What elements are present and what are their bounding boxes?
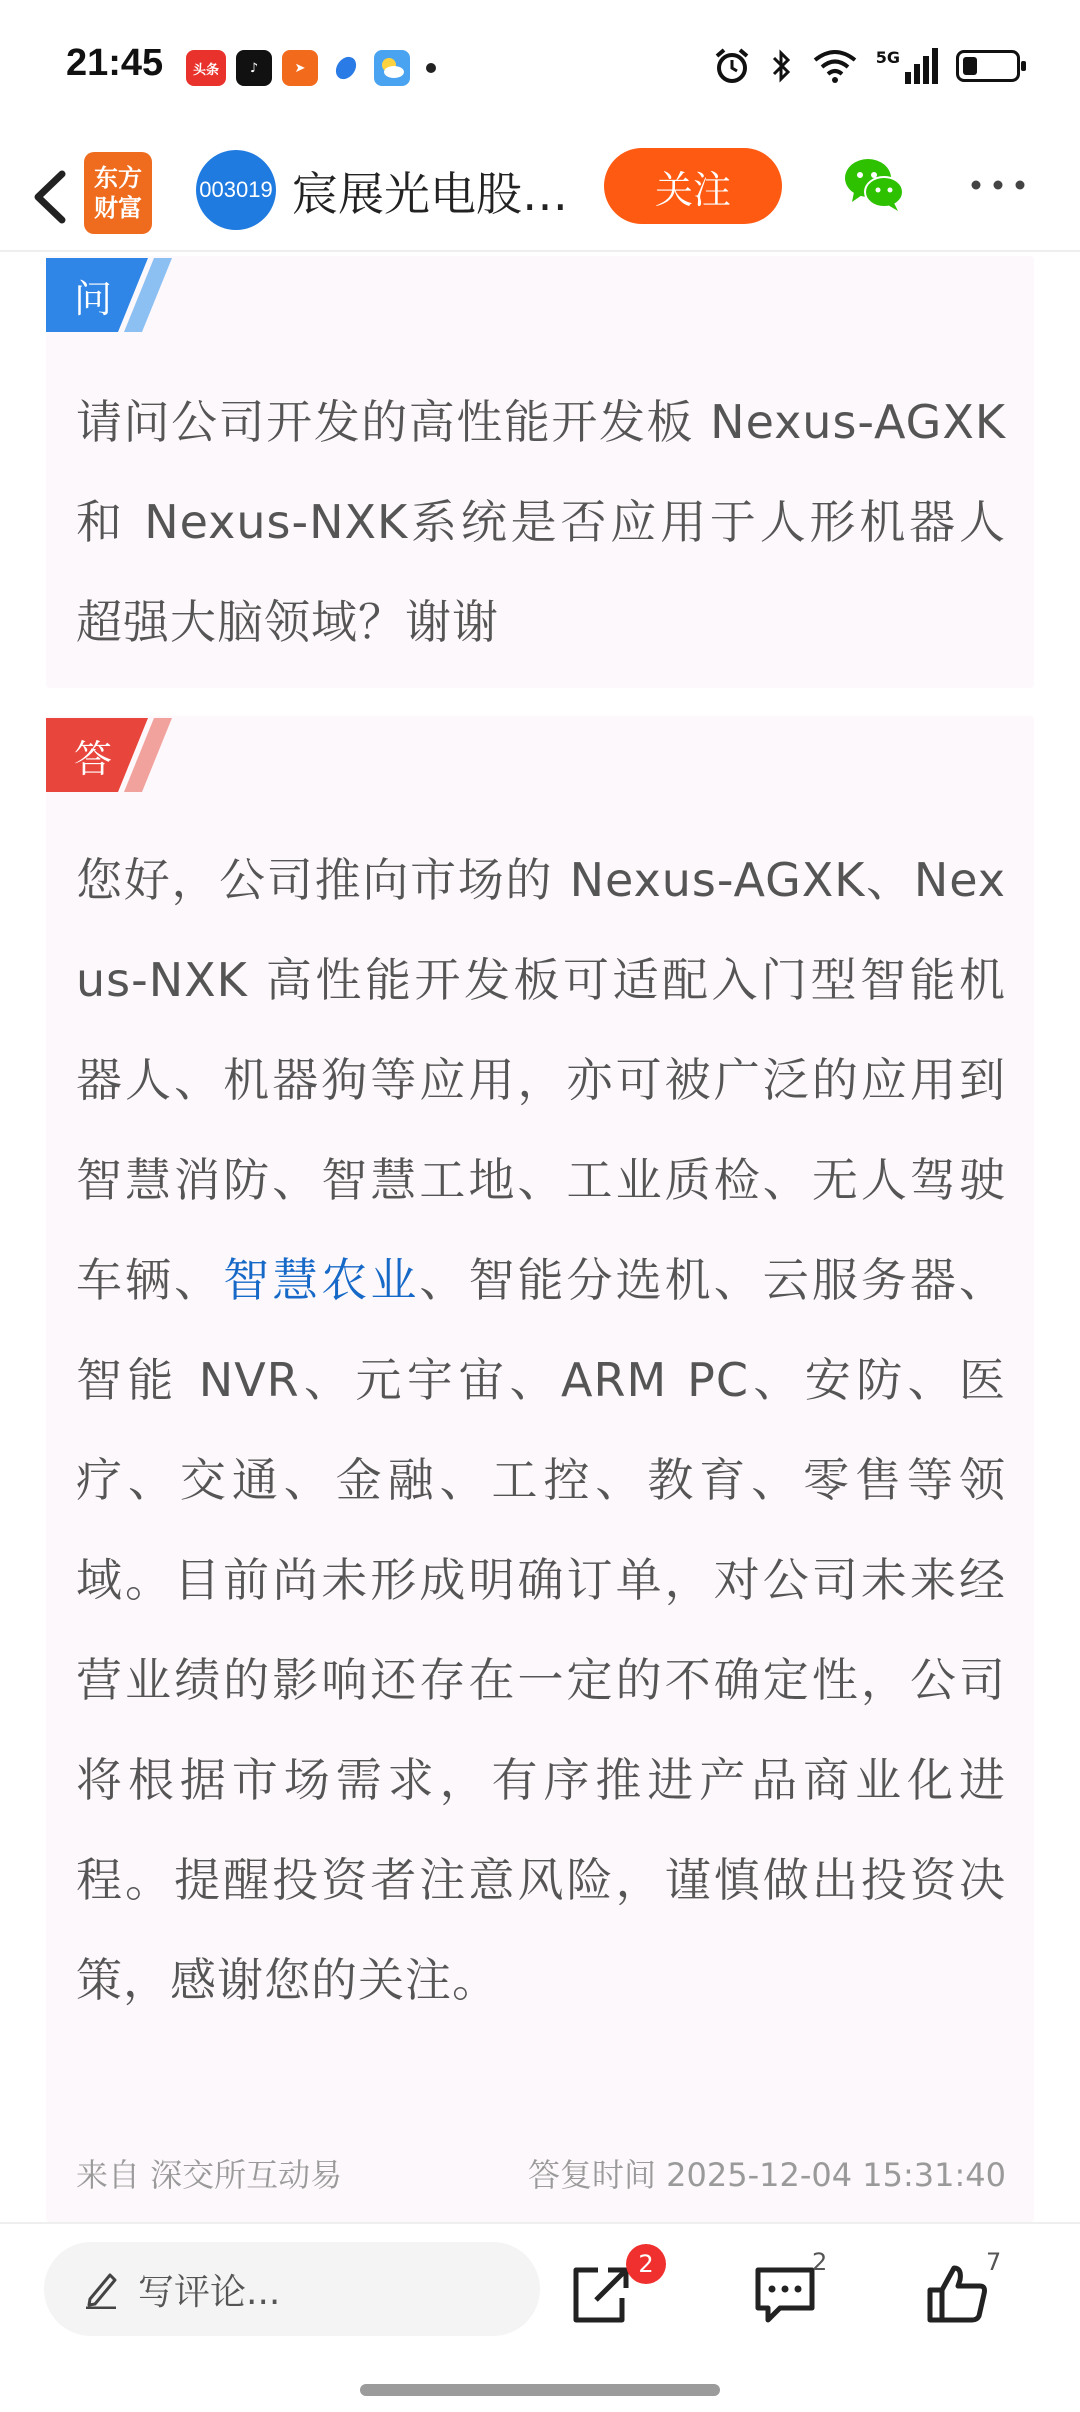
comment-count: 2 — [812, 2248, 828, 2276]
more-notifications-dot — [426, 63, 436, 73]
cellular-signal-icon — [876, 48, 938, 84]
answer-tag — [46, 718, 174, 792]
answer-text-part2: 、智能分选机、云服务器、智能 NVR、元宇宙、ARM PC、安防、医疗、交通、金融、工控、教育、零售等领域。目前尚未形成明确订单，对公司未来经营业绩的影响还存在一定的不确定性，公司将根据市场需求，有序推进产品商业化进程。提醒投资者注意风险，谨慎做出投资决策，感谢您的关注。 — [76, 1253, 1007, 2007]
more-dots-icon — [968, 170, 1028, 200]
network-type-label: 5G — [875, 48, 900, 67]
wechat-icon — [842, 154, 906, 214]
stock-avatar[interactable]: 003019 — [196, 150, 276, 230]
question-card — [46, 256, 1034, 688]
comment-input[interactable] — [44, 2242, 540, 2336]
question-tag — [46, 258, 174, 332]
share-button[interactable] — [566, 2262, 636, 2326]
blue-app-icon — [328, 50, 364, 86]
pencil-icon — [84, 2269, 118, 2309]
follow-button[interactable]: 关注 — [604, 148, 782, 224]
notification-icons — [186, 50, 436, 86]
share-icon — [566, 2262, 636, 2326]
orange-app-icon: ➤ — [282, 50, 318, 86]
question-tag-label: 问 — [74, 277, 113, 321]
weather-icon — [374, 50, 410, 86]
more-button[interactable] — [968, 170, 1028, 200]
comment-placeholder: 写评论... — [138, 2271, 281, 2313]
wifi-icon — [812, 48, 858, 84]
smart-agriculture-link[interactable]: 智慧农业 — [223, 1253, 420, 1307]
comments-button[interactable] — [750, 2262, 820, 2326]
toutiao-icon: 头条 — [186, 50, 226, 86]
share-badge: 2 — [626, 2244, 666, 2284]
app-logo-line2: 财富 — [94, 194, 142, 222]
wechat-share-button[interactable] — [842, 154, 906, 214]
question-text: 请问公司开发的高性能开发板 Nexus-AGXK 和 Nexus-NXK系统是否应用于人形机器人超强大脑领域？谢谢 — [76, 395, 1006, 649]
battery-icon — [956, 50, 1020, 82]
chevron-left-icon — [18, 160, 78, 230]
answer-card — [46, 716, 1034, 2222]
app-logo[interactable] — [84, 152, 152, 234]
thumbs-up-icon — [924, 2262, 994, 2326]
comment-icon — [750, 2262, 820, 2326]
like-count: 7 — [986, 2248, 1002, 2276]
bluetooth-icon — [770, 46, 794, 86]
stock-name[interactable]: 宸展光电股… — [292, 167, 568, 221]
home-indicator[interactable] — [360, 2384, 720, 2396]
douyin-icon: ♪ — [236, 50, 272, 86]
status-bar — [0, 0, 1080, 140]
alarm-icon — [712, 46, 752, 86]
answer-meta — [76, 2150, 1006, 2196]
answer-text — [76, 830, 1006, 2030]
answer-source: 来自 深交所互动易 — [76, 2156, 343, 2194]
like-button[interactable] — [924, 2262, 994, 2326]
status-time: 21:45 — [66, 42, 164, 84]
answer-tag-label: 答 — [74, 737, 113, 781]
back-button[interactable] — [18, 160, 78, 230]
system-icons — [712, 46, 1020, 86]
answer-text-part1: 您好，公司推向市场的 Nexus-AGXK、Nexus-NXK 高性能开发板可适配入门型智能机器人、机器狗等应用，亦可被广泛的应用到智慧消防、智慧工地、工业质检、无人驾驶车辆、 — [76, 853, 1006, 1307]
header — [0, 140, 1080, 252]
answer-reply-time: 答复时间 2025-12-04 15:31:40 — [527, 2156, 1006, 2194]
bottom-bar — [0, 2222, 1080, 2412]
app-logo-line1: 东方 — [94, 164, 142, 192]
